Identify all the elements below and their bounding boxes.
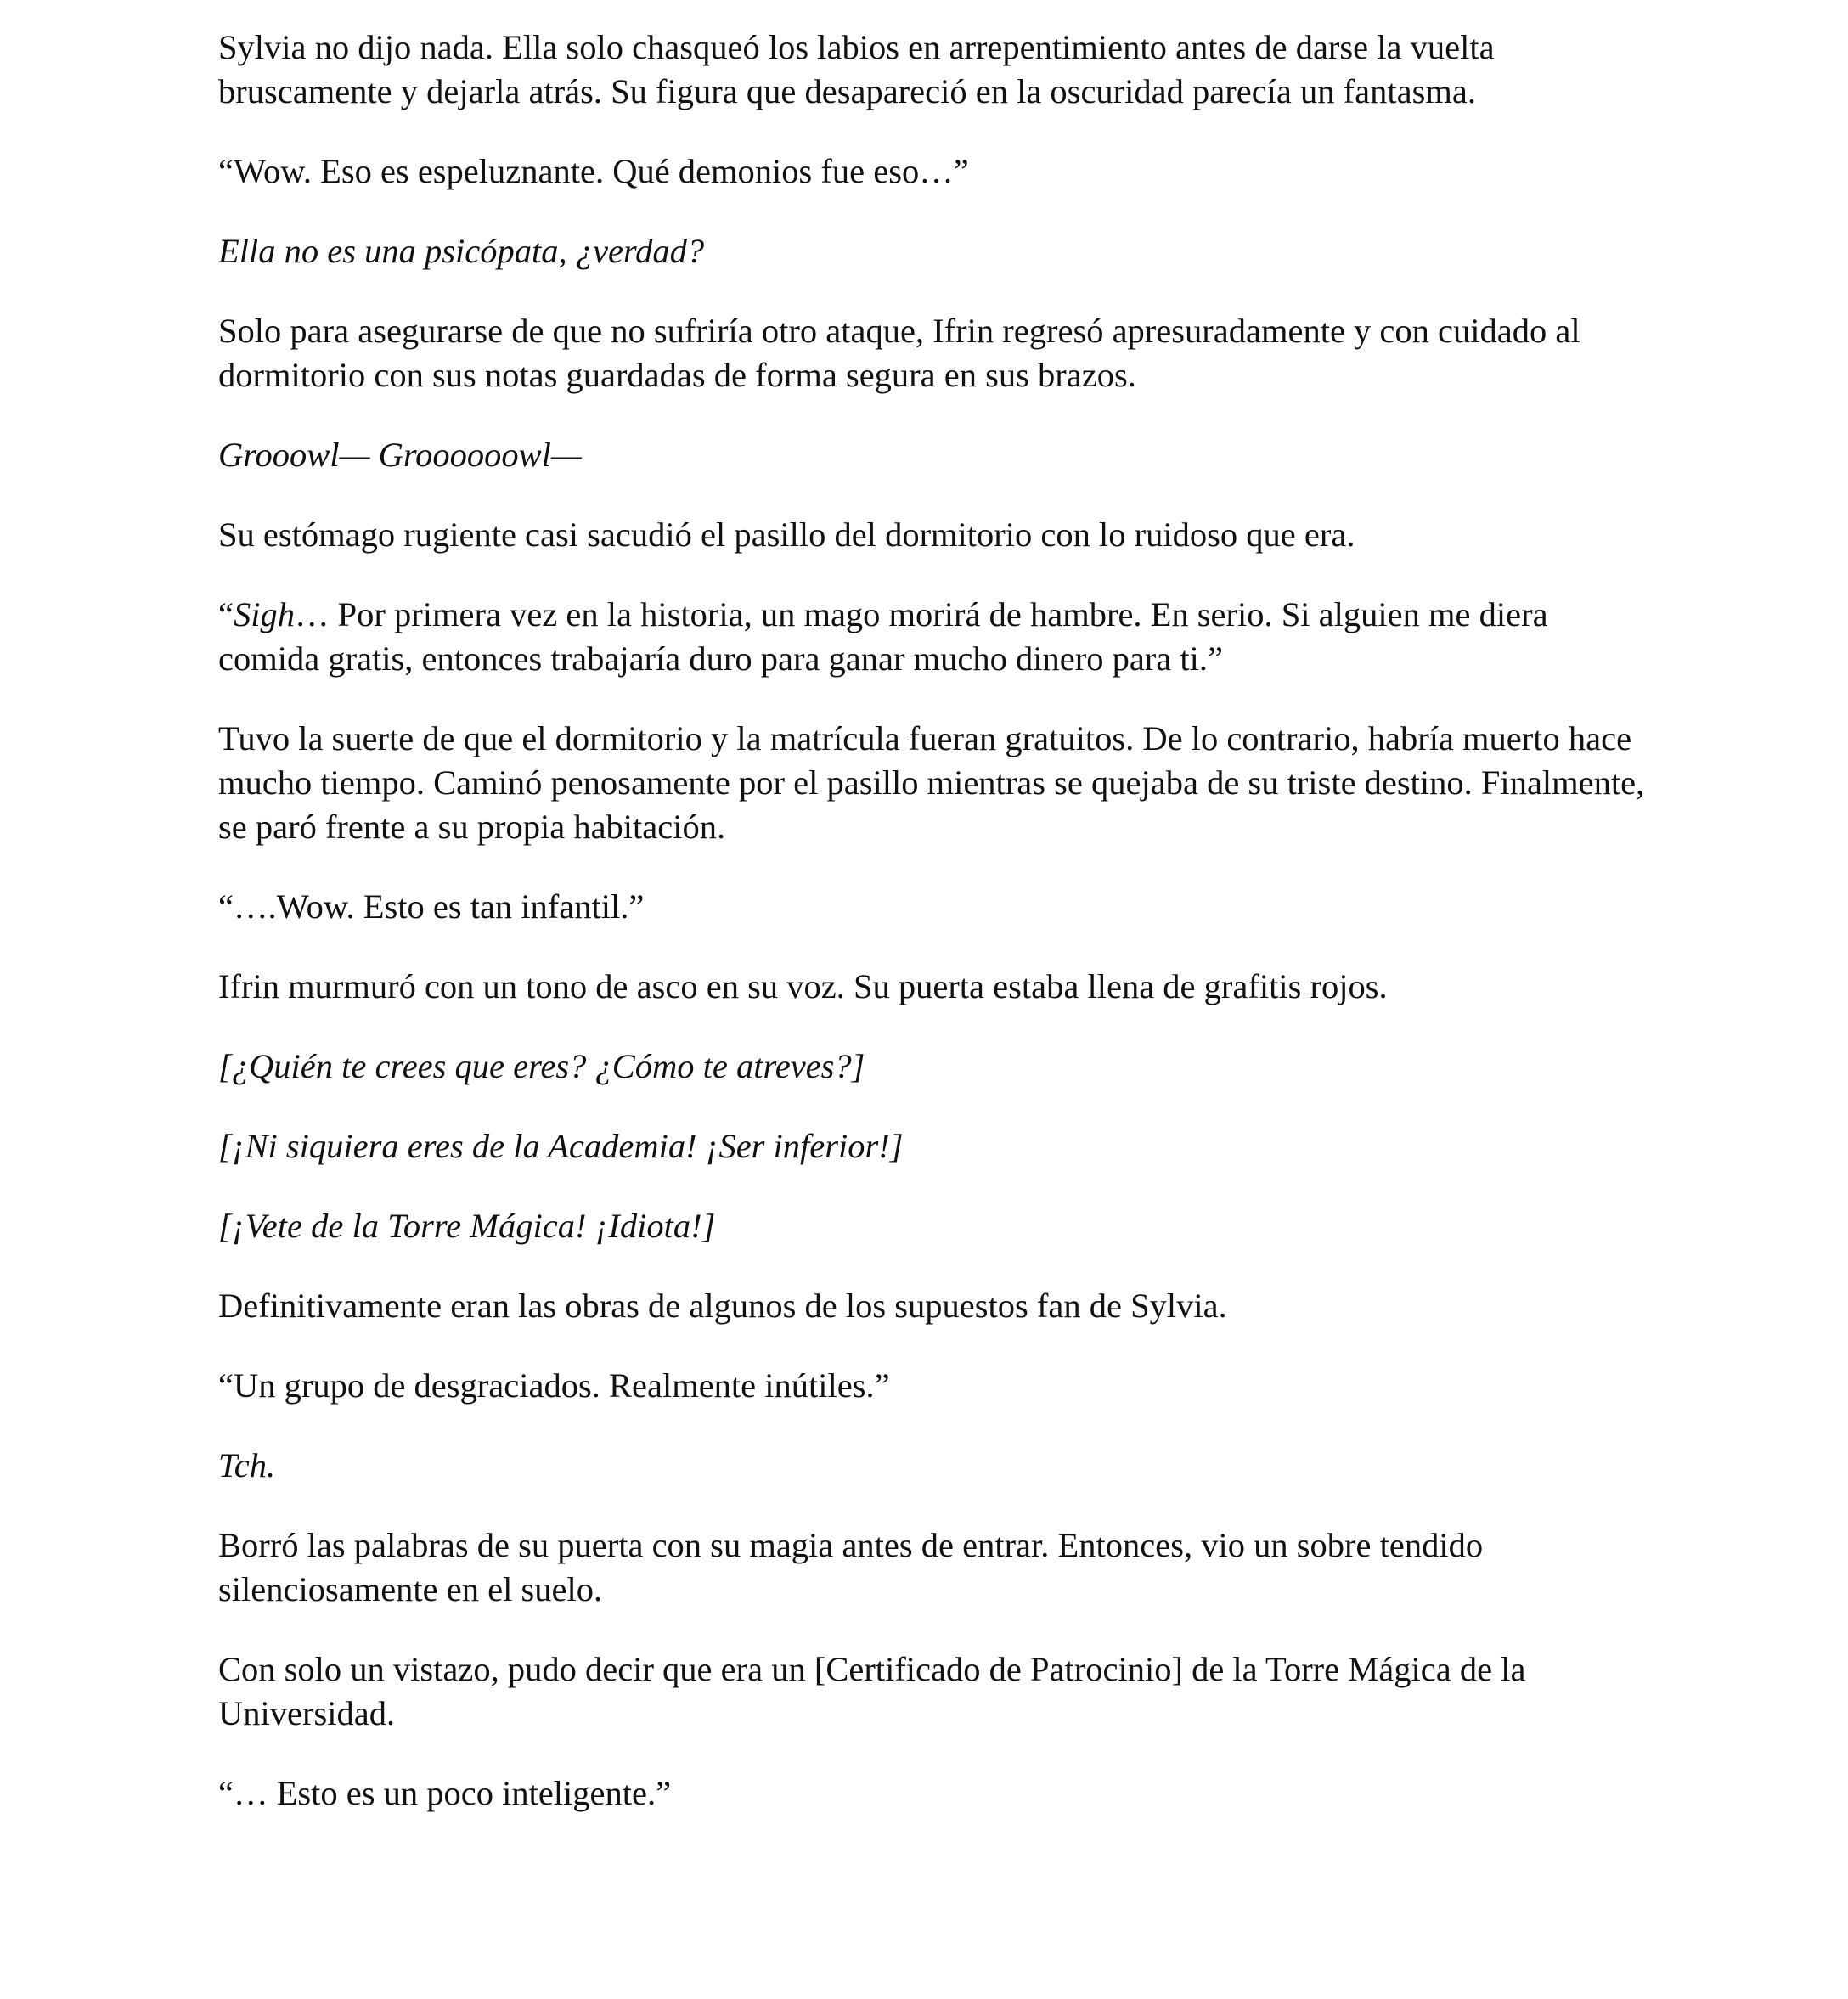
paragraph-psychopath-thought: Ella no es una psicópata, ¿verdad? (218, 232, 705, 270)
paragraph-red-graffiti: Ifrin murmuró con un tono de asco en su voz. Su puerta estaba llena de grafitis rojos. (218, 967, 1388, 1005)
paragraph-smart-quote: “… Esto es un poco inteligente.” (218, 1774, 672, 1812)
paragraph-sylvia-fans: Definitivamente eran las obras de algunos de los supuestos fan de Sylvia. (218, 1287, 1227, 1325)
paragraph-envelope: Borró las palabras de su puerta con su magia antes de entrar. Entonces, vio un sobre tendido silenciosamente en el suelo. (218, 1526, 1484, 1608)
paragraph-graffiti-1: [¿Quién te crees que eres? ¿Cómo te atreves?] (218, 1047, 865, 1085)
paragraph-graffiti-2: [¡Ni siquiera eres de la Academia! ¡Ser inferior!] (218, 1127, 904, 1165)
paragraph-childish-quote: “….Wow. Esto es tan infantil.” (218, 887, 645, 926)
paragraph-sylvia-leaves: Sylvia no dijo nada. Ella solo chasqueó los labios en arrepentimiento antes de darse la vuelta bruscamente y dejarla atrás. Su figura que desapareció en la oscuridad parecía un fantasma. (218, 28, 1495, 110)
sigh-quote-rest: … Por primera vez en la historia, un mago morirá de hambre. En serio. Si alguien me diera comida gratis, entonces trabajaría duro para ganar mucho dinero para ti.” (218, 595, 1548, 678)
paragraph-sponsorship-certificate: Con solo un vistazo, pudo decir que era un [Certificado de Patrocinio] de la Torre Mágica de la Universidad. (218, 1650, 1526, 1732)
paragraph-wretches-quote: “Un grupo de desgraciados. Realmente inútiles.” (218, 1366, 890, 1405)
paragraph-free-dorm: Tuvo la suerte de que el dormitorio y la matrícula fueran gratuitos. De lo contrario, habría muerto hace mucho tiempo. Caminó penosamente por el pasillo mientras se quejaba de su triste destino. Finalmente, se paró frente a su propia habitación. (218, 719, 1645, 846)
paragraph-graffiti-3: [¡Vete de la Torre Mágica! ¡Idiota!] (218, 1207, 716, 1245)
paragraph-creepy-quote: “Wow. Eso es espeluznante. Qué demonios fue eso…” (218, 152, 969, 190)
open-quote: “ (218, 595, 234, 633)
paragraph-sigh-quote (218, 593, 1645, 681)
sigh-word: Sigh (233, 595, 295, 633)
document-page (218, 25, 1645, 1851)
paragraph-growl-sound: Grooowl— Groooooowl— (218, 436, 582, 474)
paragraph-tch: Tch. (218, 1446, 276, 1484)
paragraph-returns-to-dorm: Solo para asegurarse de que no sufriría otro ataque, Ifrin regresó apresuradamente y con cuidado al dormitorio con sus notas guardadas de forma segura en sus brazos. (218, 312, 1580, 394)
paragraph-stomach-roar: Su estómago rugiente casi sacudió el pasillo del dormitorio con lo ruidoso que era. (218, 515, 1355, 554)
